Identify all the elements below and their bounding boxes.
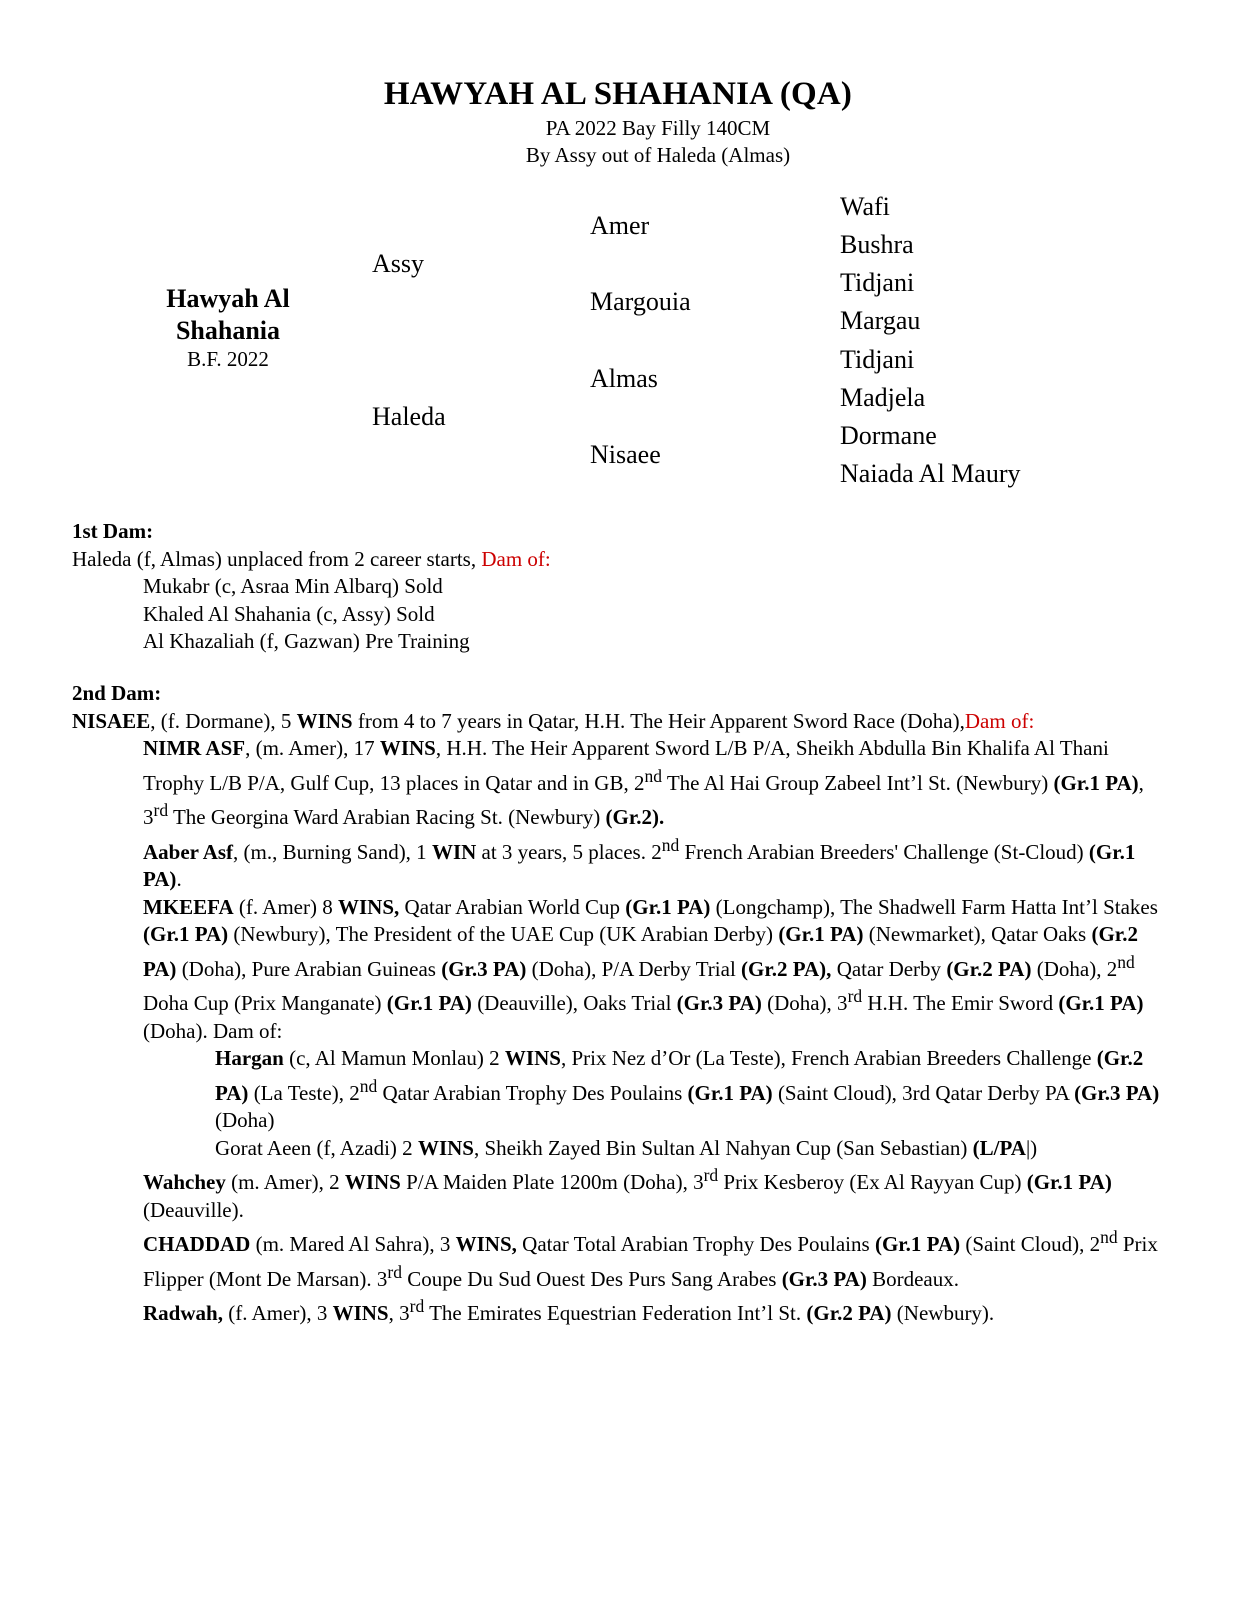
progeny-entry-radwah: Radwah, (f. Amer), 3 WINS, 3rd The Emirates Equestrian Federation Int’l St. (Gr.2 PA) (Newbury). [143,1296,995,1325]
second-dam-section [72,680,1164,1328]
pedigree-sire: Assy [372,249,425,278]
pedigree-grandparent: Nisaee [590,440,661,469]
pedigree-horse-name: Hawyah Al Shahania [166,284,290,345]
dam-of-label: Dam of: [481,546,551,571]
pedigree-great-grandparent: Dormane [840,421,937,450]
progeny-entry-aaber-asf: Aaber Asf, (m., Burning Sand), 1 WIN at 3 years, 5 places. 2nd French Arabian Breeders' Challenge (St-Cloud) (Gr.1 PA). [143,834,1136,891]
pedigree-great-grandparent: Margau [840,306,921,335]
dam-of-label: Dam of: [964,708,1035,733]
progeny-entry-nimr-asf: NIMR ASF, (m. Amer), 17 WINS, H.H. The Heir Apparent Sword L/B P/A, Sheikh Abdulla Bin Khalifa Al Thani Trophy L/B P/A, Gulf Cup, 13 places in Qatar and in GB, 2nd The Al Hai Group Zabeel Int’l St. (Newbury) (Gr.1 PA), 3rd The Georgina Ward Arabian Racing St. (Newbury) (Gr.2). [143,736,1144,829]
first-dam-heading: 1st Dam: [72,519,154,543]
progeny-entry-hargan: Hargan (c, Al Mamun Monlau) 2 WINS, Prix Nez d’Or (La Teste), French Arabian Breeders Challenge (Gr.2 PA) (La Teste), 2nd Qatar Arabian Trophy Des Poulains (Gr.1 PA) (Saint Cloud), 3rd Qatar Derby PA (Gr.3 PA) (Doha) [215,1046,1160,1132]
second-dam-intro: NISAEE, (f. Dormane), 5 WINS from 4 to 7 years in Qatar, H.H. The Heir Apparent Sword Race (Doha),Dam of: [72,708,1035,733]
progeny-item: Al Khazaliah (f, Gazwan) Pre Training [143,629,470,653]
progeny-entry-mkeefa: MKEEFA (f. Amer) 8 WINS, Qatar Arabian World Cup (Gr.1 PA) (Longchamp), The Shadwell Farm Hatta Int’l Stakes (Gr.1 PA) (Newbury), The President of the UAE Cup (UK Arabian Derby) (Gr.1 PA) (Newmarket), Qatar Oaks (Gr.2 PA) (Doha), Pure Arabian Guineas (Gr.3 PA) (Doha), P/A Derby Trial (Gr.2 PA), Qatar Derby (Gr.2 PA) (Doha), 2nd Doha Cup (Prix Manganate) (Gr.1 PA) (Deauville), Oaks Trial (Gr.3 PA) (Doha), 3rd H.H. The Emir Sword (Gr.1 PA) (Doha). Dam of: [143,894,1158,1043]
pedigree-great-grandparent: Bushra [840,230,914,259]
horse-parentage: By Assy out of Haleda (Almas) [525,143,791,167]
first-dam-section [72,518,1164,656]
page-title: HAWYAH AL SHAHANIA (QA) [383,76,853,112]
second-dam-heading: 2nd Dam: [72,681,162,705]
progeny-entry-chaddad: CHADDAD (m. Mared Al Sahra), 3 WINS, Qatar Total Arabian Trophy Des Poulains (Gr.1 PA) (Saint Cloud), 2nd Prix Flipper (Mont De Marsan). 3rd Coupe Du Sud Ouest Des Purs Sang Arabes (Gr.3 PA) Bordeaux. [143,1227,1158,1291]
horse-summary: PA 2022 Bay Filly 140CM [545,116,771,140]
pedigree-great-grandparent: Naiada Al Maury [840,459,1021,488]
pedigree-great-grandparent: Wafi [840,192,890,221]
pedigree-great-grandparent: Tidjani [840,345,915,374]
pedigree-great-grandparent: Tidjani [840,268,915,297]
pedigree-grandparent: Almas [590,364,658,393]
progeny-item: Mukabr (c, Asraa Min Albarq) Sold [143,574,443,598]
pedigree-grandparent: Margouia [590,287,691,316]
first-dam-intro: Haleda (f, Almas) unplaced from 2 career starts, Dam of: [72,546,551,571]
progeny-entry-wahchey: Wahchey (m. Amer), 2 WINS P/A Maiden Plate 1200m (Doha), 3rd Prix Kesberoy (Ex Al Rayyan Cup) (Gr.1 PA) (Deauville). [143,1165,1112,1222]
pedigree-horse-born: B.F. 2022 [187,347,269,371]
progeny-entry-gorat-aeen: Gorat Aeen (f, Azadi) 2 WINS, Sheikh Zayed Bin Sultan Al Nahyan Cup (San Sebastian) (L/PA|) [215,1135,1038,1160]
pedigree-dam: Haleda [372,402,446,431]
progeny-item: Khaled Al Shahania (c, Assy) Sold [143,601,435,626]
pedigree-grandparent: Amer [590,211,650,240]
pedigree-great-grandparent: Madjela [840,383,926,412]
